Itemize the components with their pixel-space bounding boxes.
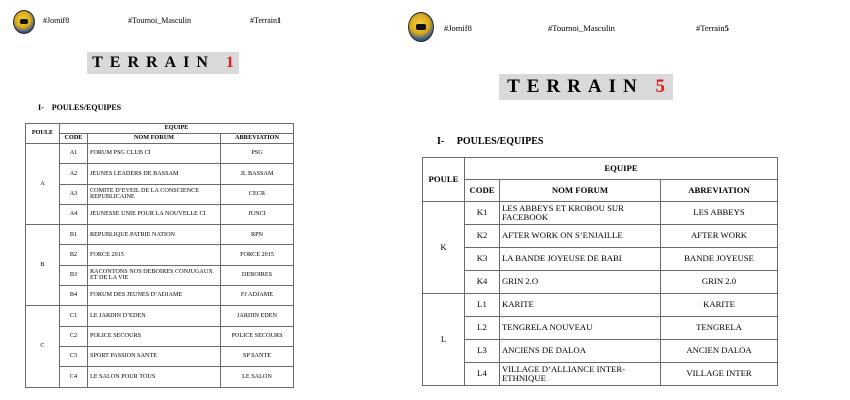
nom-cell: LA BANDE JOYEUSE DE BABI [500,248,661,271]
code-cell: K3 [465,248,500,271]
poule-cell: K [423,202,465,294]
code-cell: B3 [60,265,88,285]
section-title: POULES/EQUIPES [51,103,122,112]
abrev-cell: AFTER WORK [661,225,778,248]
nom-cell: RACONTONS NOS DEBOIRES CONJUGAUX ET DE LA VIE [88,265,221,285]
abrev-cell: TENGRELA [661,317,778,340]
code-cell: L2 [465,317,500,340]
nom-cell: KARITE [500,294,661,317]
table-row [26,326,294,346]
table-row [423,202,778,225]
page-title [499,74,673,100]
nom-cell: POLICE SECOURS [88,326,221,346]
code-cell: L4 [465,363,500,386]
section-heading [38,103,121,112]
code-cell: K4 [465,271,500,294]
table-row [423,271,778,294]
header-equipe: EQUIPE [60,124,294,134]
code-cell: C3 [60,346,88,366]
hashtag-jomif: #Jomif8 [43,16,70,25]
abrev-cell: POLICE SECOURS [221,326,294,346]
nom-cell: ANCIENS DE DALOA [500,340,661,363]
table-row [423,317,778,340]
abrev-cell: JL BASSAM [221,164,294,184]
code-cell: B4 [60,286,88,306]
nom-cell: VILLAGE D’ALLIANCE INTER-ETHNIQUE [500,363,661,386]
nom-cell: SPORT PASSION SANTE [88,346,221,366]
section-number: I- [38,103,44,112]
code-cell: L3 [465,340,500,363]
section-title: POULES/EQUIPES [456,136,544,147]
table-row [423,294,778,317]
abrev-cell: GRIN 2.0 [661,271,778,294]
header-abreviation: ABREVIATION [661,180,778,202]
header-code: CODE [465,180,500,202]
code-cell: L1 [465,294,500,317]
header-nom-forum: NOM FORUM [88,134,221,144]
code-cell: A2 [60,164,88,184]
nom-cell: FORUM PSG CLUB CI [88,144,221,164]
abrev-cell: SP SANTE [221,346,294,366]
code-cell: A3 [60,184,88,204]
title-number: 5 [655,76,665,97]
header-equipe: EQUIPE [465,158,778,180]
tournament-logo-icon [408,12,434,42]
table-row [26,265,294,285]
abrev-cell: BANDE JOYEUSE [661,248,778,271]
abrev-cell: FORCE 2015 [221,245,294,265]
code-cell: A1 [60,144,88,164]
poule-cell: B [26,225,60,306]
title-word: TERRAIN [507,76,644,97]
abrev-cell: FJ ADJAME [221,286,294,306]
table-row [26,164,294,184]
code-cell: K2 [465,225,500,248]
title-number: 1 [225,54,234,71]
table-row [423,363,778,386]
nom-cell: FORUM DES JEUNES D’ADJAME [88,286,221,306]
table-row [26,245,294,265]
page-title [87,52,239,74]
abrev-cell: JUNCI [221,204,294,224]
hashtag-tournoi: #Tournoi_Masculin [548,23,615,33]
table-row [26,204,294,224]
code-cell: C4 [60,367,88,387]
hashtag-terrain [696,23,729,33]
nom-cell: JEUNESSE UNIE POUR LA NOUVELLE CI [88,204,221,224]
section-heading [437,136,543,147]
hashtag-terrain-text: #Terrain [696,23,725,33]
hashtag-jomif: #Jomif8 [444,23,472,33]
nom-cell: COMITE D’EVEIL DE LA CONSCIENCE REPUBLICAINE [88,184,221,204]
nom-cell: TENGRELA NOUVEAU [500,317,661,340]
table-row [423,248,778,271]
header-poule: POULE [26,124,60,144]
abrev-cell: JARDIN EDEN [221,306,294,326]
table-row [26,225,294,245]
nom-cell: JEUNES LEADERS DE BASSAM [88,164,221,184]
abrev-cell: RPN [221,225,294,245]
nom-cell: LE JARDIN D’EDEN [88,306,221,326]
title-word: TERRAIN [92,54,215,71]
header-nom-forum: NOM FORUM [500,180,661,202]
section-number: I- [437,136,445,147]
table-row [26,346,294,366]
header-poule: POULE [423,158,465,202]
nom-cell: FORCE 2015 [88,245,221,265]
abrev-cell: LE SALON [221,367,294,387]
poule-cell: A [26,144,60,225]
table-row [26,184,294,204]
nom-cell: GRIN 2.O [500,271,661,294]
abrev-cell: ANCIEN DALOA [661,340,778,363]
table-row [26,286,294,306]
table-row [26,144,294,164]
poule-cell: L [423,294,465,386]
table-row [423,340,778,363]
hashtag-terrain-number: 5 [724,23,729,33]
code-cell: C1 [60,306,88,326]
table-row [26,367,294,387]
nom-cell: LES ABBEYS ET KROBOU SUR FACEBOOK [500,202,661,225]
nom-cell: AFTER WORK ON S’ENJAILLE [500,225,661,248]
abrev-cell: CECR [221,184,294,204]
tournament-logo-icon [13,10,35,34]
nom-cell: LE SALON POUR TOUS [88,367,221,387]
hashtag-terrain [250,16,281,25]
document-terrain-1 [0,0,395,400]
header-abreviation: ABREVIATION [221,134,294,144]
abrev-cell: VILLAGE INTER [661,363,778,386]
hashtag-terrain-text: #Terrain [250,16,277,25]
hashtag-terrain-number: 1 [276,16,281,25]
code-cell: A4 [60,204,88,224]
abrev-cell: KARITE [661,294,778,317]
code-cell: K1 [465,202,500,225]
hashtag-tournoi: #Tournoi_Masculin [128,16,191,25]
teams-table [25,123,294,388]
table-row [26,306,294,326]
abrev-cell: PSG [221,144,294,164]
poule-cell: C [26,306,60,387]
nom-cell: REPUBLIQUE PATRIE NATION [88,225,221,245]
header-code: CODE [60,134,88,144]
code-cell: B2 [60,245,88,265]
code-cell: B1 [60,225,88,245]
code-cell: C2 [60,326,88,346]
abrev-cell: DEBOIRES [221,265,294,285]
abrev-cell: LES ABBEYS [661,202,778,225]
table-row [423,225,778,248]
teams-table [422,157,778,386]
